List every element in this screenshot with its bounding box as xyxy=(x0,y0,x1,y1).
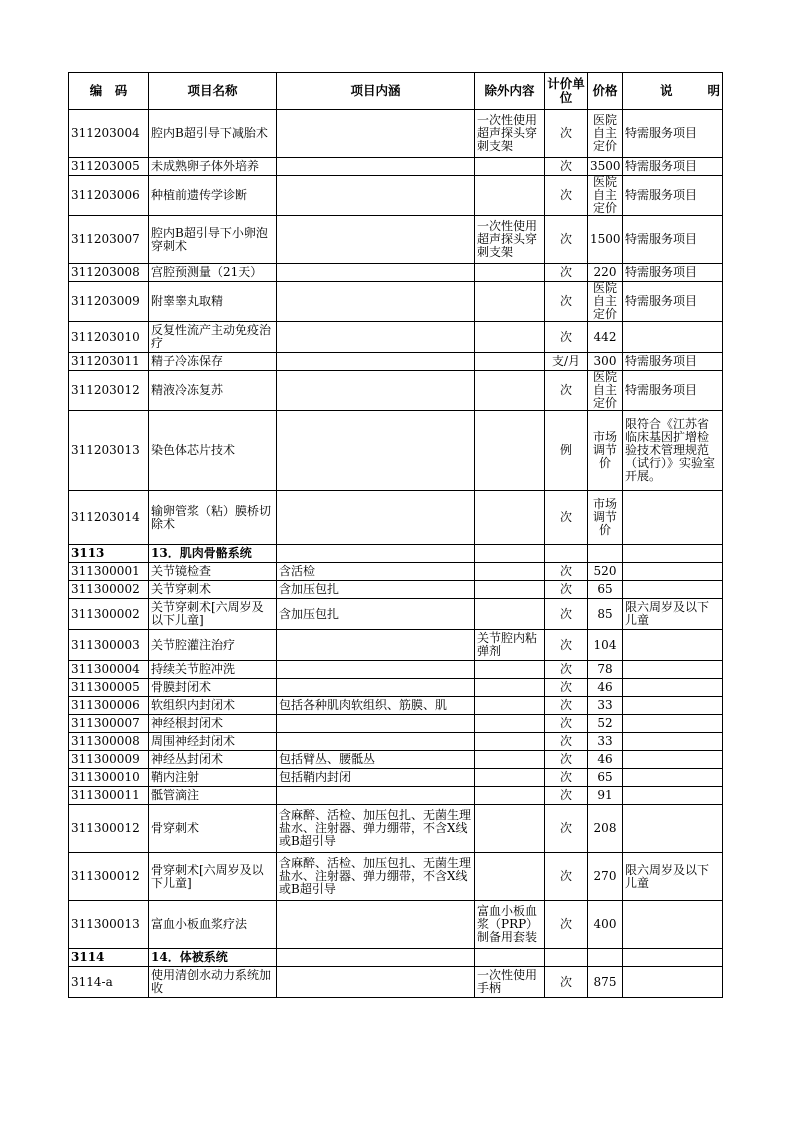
row-exclude xyxy=(475,733,545,751)
row-content: 含麻醉、活检、加压包扎、无菌生理盐水、注射器、弹力绷带，不含X线或B超引导 xyxy=(277,853,475,901)
row-exclude xyxy=(475,282,545,322)
row-exclude xyxy=(475,805,545,853)
row-name: 精液冷冻复苏 xyxy=(149,371,277,411)
row-code: 311300011 xyxy=(69,787,149,805)
row-content xyxy=(277,322,475,353)
row-note: 特需服务项目 xyxy=(623,264,723,282)
row-name: 持续关节腔冲洗 xyxy=(149,661,277,679)
row-exclude: 一次性使用超声探头穿刺支架 xyxy=(475,216,545,264)
row-content: 包括臂丛、腰骶丛 xyxy=(277,751,475,769)
row-note: 特需服务项目 xyxy=(623,158,723,176)
table-row xyxy=(69,581,723,599)
table-row xyxy=(69,599,723,630)
row-exclude xyxy=(475,661,545,679)
row-price: 875 xyxy=(588,967,623,998)
header-note-left: 说 xyxy=(659,83,673,98)
row-price: 46 xyxy=(588,751,623,769)
table-row xyxy=(69,216,723,264)
row-exclude: 一次性使用手柄 xyxy=(475,967,545,998)
row-exclude xyxy=(475,853,545,901)
row-note xyxy=(623,581,723,599)
row-price: 270 xyxy=(588,853,623,901)
row-code: 311203010 xyxy=(69,322,149,353)
row-exclude xyxy=(475,599,545,630)
row-name: 13．肌肉骨骼系统 xyxy=(149,545,277,563)
row-name: 周围神经封闭术 xyxy=(149,733,277,751)
row-name: 反复性流产主动免疫治疗 xyxy=(149,322,277,353)
row-code: 311300002 xyxy=(69,599,149,630)
row-content xyxy=(277,967,475,998)
row-price: 520 xyxy=(588,563,623,581)
row-exclude xyxy=(475,264,545,282)
row-exclude xyxy=(475,715,545,733)
row-unit: 次 xyxy=(545,491,588,545)
row-price: 33 xyxy=(588,733,623,751)
row-unit: 次 xyxy=(545,967,588,998)
row-code: 311203011 xyxy=(69,353,149,371)
row-price: 市场调节价 xyxy=(588,491,623,545)
table-row xyxy=(69,563,723,581)
row-content xyxy=(277,661,475,679)
row-content xyxy=(277,901,475,949)
row-content xyxy=(277,176,475,216)
row-code: 311203009 xyxy=(69,282,149,322)
row-price: 医院自主定价 xyxy=(588,176,623,216)
row-content: 含活检 xyxy=(277,563,475,581)
row-note xyxy=(623,901,723,949)
row-price: 52 xyxy=(588,715,623,733)
row-code: 3114 xyxy=(69,949,149,967)
row-content: 含加压包扎 xyxy=(277,581,475,599)
row-price xyxy=(588,545,623,563)
row-content xyxy=(277,787,475,805)
row-code: 311203013 xyxy=(69,411,149,491)
table-row xyxy=(69,282,723,322)
row-content xyxy=(277,264,475,282)
row-content: 包括各种肌肉软组织、筋膜、肌 xyxy=(277,697,475,715)
section-row xyxy=(69,545,723,563)
row-exclude xyxy=(475,322,545,353)
row-code: 311300009 xyxy=(69,751,149,769)
row-note xyxy=(623,967,723,998)
row-unit xyxy=(545,545,588,563)
row-name: 输卵管浆（粘）膜桥切除术 xyxy=(149,491,277,545)
row-note: 限六周岁及以下儿童 xyxy=(623,853,723,901)
row-unit: 次 xyxy=(545,581,588,599)
row-unit: 次 xyxy=(545,630,588,661)
table-row xyxy=(69,158,723,176)
row-unit: 次 xyxy=(545,282,588,322)
row-note: 特需服务项目 xyxy=(623,110,723,158)
row-note xyxy=(623,563,723,581)
row-code: 311300003 xyxy=(69,630,149,661)
table-row xyxy=(69,769,723,787)
row-unit: 次 xyxy=(545,599,588,630)
row-unit: 例 xyxy=(545,411,588,491)
table-row xyxy=(69,805,723,853)
table-row xyxy=(69,787,723,805)
table-row xyxy=(69,901,723,949)
table-row xyxy=(69,853,723,901)
row-exclude xyxy=(475,751,545,769)
row-price: 3500 xyxy=(588,158,623,176)
row-note xyxy=(623,751,723,769)
header-note xyxy=(623,73,723,110)
table-row xyxy=(69,967,723,998)
row-content xyxy=(277,158,475,176)
header-content: 项目内涵 xyxy=(277,73,475,110)
row-name: 染色体芯片技术 xyxy=(149,411,277,491)
row-code: 311203012 xyxy=(69,371,149,411)
row-exclude xyxy=(475,371,545,411)
row-content xyxy=(277,630,475,661)
row-content xyxy=(277,411,475,491)
row-note xyxy=(623,697,723,715)
row-unit: 次 xyxy=(545,805,588,853)
row-note: 特需服务项目 xyxy=(623,371,723,411)
row-note: 限六周岁及以下儿童 xyxy=(623,599,723,630)
header-unit: 计价单位 xyxy=(545,73,588,110)
row-unit: 次 xyxy=(545,751,588,769)
row-content xyxy=(277,216,475,264)
row-price: 220 xyxy=(588,264,623,282)
table-row xyxy=(69,411,723,491)
row-exclude xyxy=(475,697,545,715)
row-unit: 次 xyxy=(545,853,588,901)
row-note xyxy=(623,545,723,563)
row-price: 442 xyxy=(588,322,623,353)
row-code: 3114-a xyxy=(69,967,149,998)
row-name: 富血小板血浆疗法 xyxy=(149,901,277,949)
row-price: 65 xyxy=(588,581,623,599)
row-content: 含麻醉、活检、加压包扎、无菌生理盐水、注射器、弹力绷带，不含X线或B超引导 xyxy=(277,805,475,853)
row-code: 311203008 xyxy=(69,264,149,282)
row-content xyxy=(277,679,475,697)
header-name: 项目名称 xyxy=(149,73,277,110)
row-name: 种植前遗传学诊断 xyxy=(149,176,277,216)
row-note xyxy=(623,661,723,679)
row-name: 宫腔预测量（21天） xyxy=(149,264,277,282)
row-price xyxy=(588,949,623,967)
header-row xyxy=(69,73,723,110)
row-unit: 次 xyxy=(545,697,588,715)
row-content xyxy=(277,282,475,322)
row-unit: 次 xyxy=(545,769,588,787)
row-price: 85 xyxy=(588,599,623,630)
row-note: 特需服务项目 xyxy=(623,176,723,216)
row-note: 特需服务项目 xyxy=(623,353,723,371)
row-name: 骶管滴注 xyxy=(149,787,277,805)
header-exclude: 除外内容 xyxy=(475,73,545,110)
row-unit: 次 xyxy=(545,901,588,949)
section-row xyxy=(69,949,723,967)
table-body xyxy=(69,110,723,998)
row-exclude xyxy=(475,769,545,787)
row-code: 311203005 xyxy=(69,158,149,176)
row-unit: 次 xyxy=(545,563,588,581)
header-code: 编 码 xyxy=(69,73,149,110)
table-row xyxy=(69,176,723,216)
row-exclude xyxy=(475,679,545,697)
row-exclude xyxy=(475,176,545,216)
row-name: 神经丛封闭术 xyxy=(149,751,277,769)
row-unit: 次 xyxy=(545,264,588,282)
row-exclude: 富血小板血浆（PRP）制备用套装 xyxy=(475,901,545,949)
row-name: 14．体被系统 xyxy=(149,949,277,967)
row-name: 腔内B超引导下减胎术 xyxy=(149,110,277,158)
row-price: 46 xyxy=(588,679,623,697)
table-row xyxy=(69,733,723,751)
row-note xyxy=(623,322,723,353)
row-code: 311300005 xyxy=(69,679,149,697)
row-code: 311300001 xyxy=(69,563,149,581)
row-content: 含加压包扎 xyxy=(277,599,475,630)
table-row xyxy=(69,264,723,282)
row-exclude xyxy=(475,353,545,371)
row-content xyxy=(277,371,475,411)
row-name: 软组织内封闭术 xyxy=(149,697,277,715)
row-name: 骨膜封闭术 xyxy=(149,679,277,697)
row-price: 1500 xyxy=(588,216,623,264)
row-exclude: 一次性使用超声探头穿刺支架 xyxy=(475,110,545,158)
table-row xyxy=(69,353,723,371)
row-content xyxy=(277,545,475,563)
row-unit: 次 xyxy=(545,110,588,158)
row-content xyxy=(277,110,475,158)
table-row xyxy=(69,491,723,545)
row-name: 精子冷冻保存 xyxy=(149,353,277,371)
price-table xyxy=(68,72,723,998)
row-name: 神经根封闭术 xyxy=(149,715,277,733)
table-row xyxy=(69,110,723,158)
row-code: 311300010 xyxy=(69,769,149,787)
row-price: 医院自主定价 xyxy=(588,110,623,158)
row-price: 医院自主定价 xyxy=(588,371,623,411)
table-row xyxy=(69,322,723,353)
row-unit: 次 xyxy=(545,371,588,411)
row-code: 311300012 xyxy=(69,805,149,853)
row-name: 腔内B超引导下小卵泡穿刺术 xyxy=(149,216,277,264)
row-code: 311300002 xyxy=(69,581,149,599)
row-exclude xyxy=(475,581,545,599)
row-unit: 次 xyxy=(545,733,588,751)
header-price: 价格 xyxy=(588,73,623,110)
row-exclude xyxy=(475,158,545,176)
row-content xyxy=(277,715,475,733)
row-unit: 次 xyxy=(545,679,588,697)
row-price: 65 xyxy=(588,769,623,787)
table-row xyxy=(69,715,723,733)
row-code: 311300012 xyxy=(69,853,149,901)
row-name: 未成熟卵子体外培养 xyxy=(149,158,277,176)
row-code: 311300006 xyxy=(69,697,149,715)
row-code: 3113 xyxy=(69,545,149,563)
table-row xyxy=(69,697,723,715)
table-row xyxy=(69,371,723,411)
row-note xyxy=(623,491,723,545)
row-code: 311203007 xyxy=(69,216,149,264)
row-code: 311300013 xyxy=(69,901,149,949)
row-exclude: 关节腔内粘弹剂 xyxy=(475,630,545,661)
row-note: 特需服务项目 xyxy=(623,216,723,264)
row-price: 市场调节价 xyxy=(588,411,623,491)
row-code: 311300008 xyxy=(69,733,149,751)
row-price: 208 xyxy=(588,805,623,853)
row-code: 311203004 xyxy=(69,110,149,158)
row-unit: 次 xyxy=(545,661,588,679)
row-content xyxy=(277,949,475,967)
row-note xyxy=(623,769,723,787)
row-code: 311203014 xyxy=(69,491,149,545)
row-name: 骨穿刺术[六周岁及以下儿童] xyxy=(149,853,277,901)
table-row xyxy=(69,679,723,697)
row-content: 包括鞘内封闭 xyxy=(277,769,475,787)
row-unit: 次 xyxy=(545,216,588,264)
row-name: 关节镜检查 xyxy=(149,563,277,581)
row-exclude xyxy=(475,787,545,805)
row-note xyxy=(623,733,723,751)
row-price: 医院自主定价 xyxy=(588,282,623,322)
row-unit: 次 xyxy=(545,715,588,733)
row-exclude xyxy=(475,545,545,563)
row-name: 鞘内注射 xyxy=(149,769,277,787)
row-name: 关节穿刺术 xyxy=(149,581,277,599)
row-note xyxy=(623,787,723,805)
row-price: 91 xyxy=(588,787,623,805)
row-price: 104 xyxy=(588,630,623,661)
row-unit: 次 xyxy=(545,787,588,805)
row-note xyxy=(623,679,723,697)
row-name: 使用清创水动力系统加收 xyxy=(149,967,277,998)
table-row xyxy=(69,661,723,679)
row-unit: 次 xyxy=(545,158,588,176)
table-row xyxy=(69,630,723,661)
row-note xyxy=(623,805,723,853)
row-name: 关节腔灌注治疗 xyxy=(149,630,277,661)
row-note xyxy=(623,715,723,733)
row-price: 33 xyxy=(588,697,623,715)
row-content xyxy=(277,733,475,751)
table-row xyxy=(69,751,723,769)
row-unit: 支/月 xyxy=(545,353,588,371)
row-note: 特需服务项目 xyxy=(623,282,723,322)
row-exclude xyxy=(475,411,545,491)
row-note xyxy=(623,630,723,661)
row-note xyxy=(623,949,723,967)
row-unit xyxy=(545,949,588,967)
row-unit: 次 xyxy=(545,176,588,216)
row-name: 关节穿刺术[六周岁及以下儿童] xyxy=(149,599,277,630)
row-price: 400 xyxy=(588,901,623,949)
row-unit: 次 xyxy=(545,322,588,353)
row-code: 311203006 xyxy=(69,176,149,216)
row-exclude xyxy=(475,563,545,581)
row-code: 311300004 xyxy=(69,661,149,679)
row-content xyxy=(277,353,475,371)
row-content xyxy=(277,491,475,545)
row-exclude xyxy=(475,491,545,545)
row-name: 骨穿刺术 xyxy=(149,805,277,853)
row-code: 311300007 xyxy=(69,715,149,733)
row-note: 限符合《江苏省临床基因扩增检验技术管理规范（试行）》实验室开展。 xyxy=(623,411,723,491)
row-name: 附睾睾丸取精 xyxy=(149,282,277,322)
row-price: 300 xyxy=(588,353,623,371)
row-exclude xyxy=(475,949,545,967)
header-note-right: 明 xyxy=(707,83,720,98)
row-price: 78 xyxy=(588,661,623,679)
